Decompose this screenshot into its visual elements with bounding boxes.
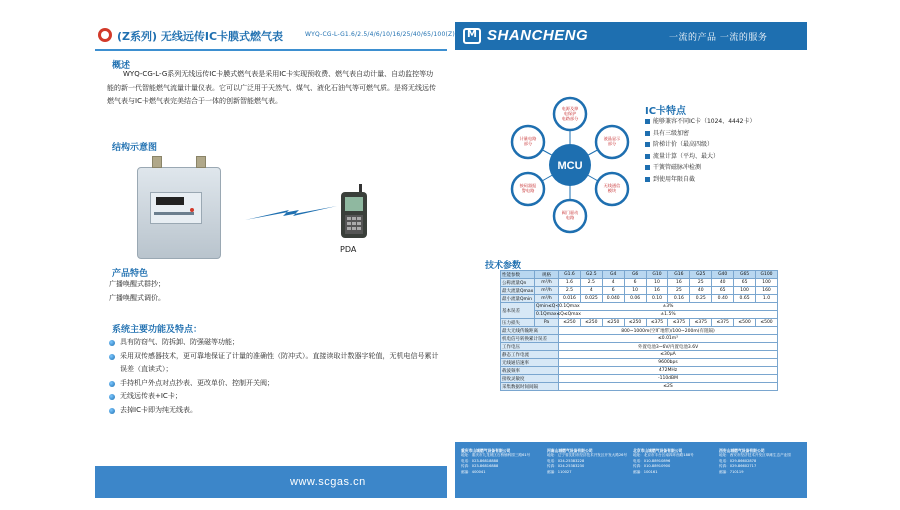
table-row: 0.1Qmax≤Q≤Qmax ±1.5% — [501, 311, 778, 319]
table-row: 压力损失 Pa ≤250 ≤250 ≤250 ≤250 ≤375 ≤375 ≤375 ≤375 ≤500 ≤500 — [501, 319, 778, 327]
right-header — [455, 22, 807, 50]
table-row: 基本误差 Qmin≤Q<0.1Qmax ±3% — [501, 303, 778, 311]
header-divider — [95, 49, 447, 51]
bullet-icon — [109, 354, 115, 360]
ic-feature-item: 流量计算（平均、最大） — [645, 151, 795, 163]
function-item: 无线远传表+IC卡； — [109, 390, 439, 404]
overview-title: 概述 — [112, 61, 131, 71]
mcu-node-power-label: 电源及掉电保护电路部分 — [561, 106, 579, 121]
model-number: WYQ-CG-L-G1.6/2.5/4/6/10/16/25/40/65/100(Z) — [305, 31, 455, 38]
series-logo-icon — [98, 28, 112, 42]
table-row: 最小流量Qmin m³/h 0.016 0.025 0.040 0.06 0.10 0.16 0.25 0.40 0.65 1.0 — [501, 295, 778, 303]
table-row: 采集数据时间间隔 ≤2S — [501, 383, 778, 391]
function-item: 去掉IC卡即为纯无线表。 — [109, 404, 439, 418]
branch-contact: 河南山城燃气设备有限公司 地址：辽宁省沈阳市经济技术开发区开发大路26号 电话：024-25383228 传真：024-25383230 邮编：110027 — [547, 448, 628, 474]
table-row: 无线通信速率 9600bps — [501, 359, 778, 367]
pda-device-image — [339, 184, 369, 240]
table-row: 静态工作电流 ≤30μA — [501, 351, 778, 359]
mcu-node-metering-label: 计量电路部分 — [519, 136, 537, 146]
left-footer — [95, 466, 447, 498]
slogan: 一流的产品 一流的服务 — [669, 33, 768, 43]
ic-feature-item: 干簧管磁脉冲检测 — [645, 162, 795, 174]
spec-table — [500, 270, 778, 391]
features-list — [109, 278, 309, 305]
mcu-node-valve-label: 阀门驱动电路 — [561, 210, 579, 220]
ic-features-title: IC卡特点 — [645, 106, 687, 117]
tech-specs-title: 技术参数 — [485, 261, 522, 271]
table-row: 最大无线传输距离 800~1000m(空旷地带)/100~200m(有阻隔) — [501, 327, 778, 335]
website-url[interactable]: www.scgas.cn — [290, 476, 366, 488]
mcu-node-wireless-label: 无线通信模块 — [603, 183, 621, 193]
table-row: 最大流量Qmax m³/h 2.5 4 6 10 16 25 40 65 100 160 — [501, 287, 778, 295]
ic-feature-item: 能够兼容不同IC卡（1024、4442卡） — [645, 116, 795, 128]
mcu-diagram — [500, 92, 640, 238]
branch-contact: 北京市山城燃气设备有限公司 地址：北京市丰台区南四环西路188号 电话：010-88910896 传真：010-88910900 邮编：100161 — [633, 448, 694, 474]
bullet-icon — [109, 408, 115, 414]
functions-title: 系统主要功能及特点： — [112, 325, 203, 335]
left-page — [95, 22, 455, 498]
bullet-icon — [109, 381, 115, 387]
function-item: 手持机户外点对点抄表、更改单价、控制开关阀； — [109, 377, 439, 391]
right-footer — [455, 442, 807, 498]
mcu-node-lcd-label: 液晶显示部分 — [603, 136, 621, 146]
ic-feature-item: 阶梯计价（最高四级） — [645, 139, 795, 151]
right-page — [455, 22, 807, 498]
functions-list — [109, 336, 439, 417]
table-row: 公称流量Qn m³/h 1.6 2.5 4 6 10 16 25 40 65 100 — [501, 279, 778, 287]
bullet-icon — [109, 394, 115, 400]
company-name: SHANCHENG — [487, 27, 589, 44]
structure-title: 结构示意图 — [112, 143, 158, 153]
pda-label: PDA — [340, 245, 357, 254]
page-title: (Z系列) 无线远传IC卡膜式燃气表 — [117, 30, 284, 43]
table-row: 工作电压 外置电池3~6V/内置电池3.6V — [501, 343, 778, 351]
function-item: 具有防窃气、防拆卸、防强磁等功能； — [109, 336, 439, 350]
ic-feature-item: 具有三级加密 — [645, 128, 795, 140]
table-row: 机电信号转换累计误差 ≤0.01m³ — [501, 335, 778, 343]
feature-line: 广播唤醒式调价。 — [109, 293, 165, 302]
company-logo-icon — [463, 28, 481, 44]
gas-meter-image — [137, 167, 221, 259]
ic-features-list — [645, 116, 795, 185]
function-item: 采用双传感器技术，更可靠地保证了计量的准确性（防冲式）。直接读取计数器字轮值，无机电信号累计误差（直读式）； — [109, 350, 439, 377]
mcu-node-alarm-label: 接码器报警电路 — [519, 183, 537, 193]
features-title: 产品特色 — [112, 269, 149, 279]
mcu-center-label: MCU — [557, 160, 583, 172]
branch-contact: 重庆市山城燃气设备有限公司 地址：重庆市九龙坡区石桥铺科园三路61号 电话：023-86818888 传真：023-86816888 邮编：400041 — [461, 448, 531, 474]
feature-line: 广播唤醒式群抄； — [109, 280, 165, 288]
ic-feature-item: 到使用年限自截 — [645, 174, 795, 186]
table-row: 接收灵敏度 -110dBM — [501, 375, 778, 383]
branch-contact: 西安山城燃气设备有限公司 地址：西安市经济技术开发区草滩生态产业园 电话：029-86602878 传真：029-86602717 邮编：710119 — [719, 448, 791, 474]
overview-text: WYQ-CG-L-G系列无线远传IC卡膜式燃气表是采用IC卡实现预收费、燃气表自动计量、自动监控等功能的新一代智能燃气流量计量仪表。它可以广泛用于天然气、煤气、液化石油气等可燃气质。是将无线远传燃气表与IC卡燃气表完美结合于一体的创新智能燃气表。 — [107, 70, 436, 105]
table-row: 载波频率 472MHz — [501, 367, 778, 375]
table-header-row: 性能参数 规格 G1.6 G2.5 G4 G6 G10 G16 G25 G40 G65 G100 — [501, 271, 778, 279]
left-header — [95, 22, 455, 50]
wireless-signal-icon — [243, 198, 339, 228]
bullet-icon — [109, 340, 115, 346]
